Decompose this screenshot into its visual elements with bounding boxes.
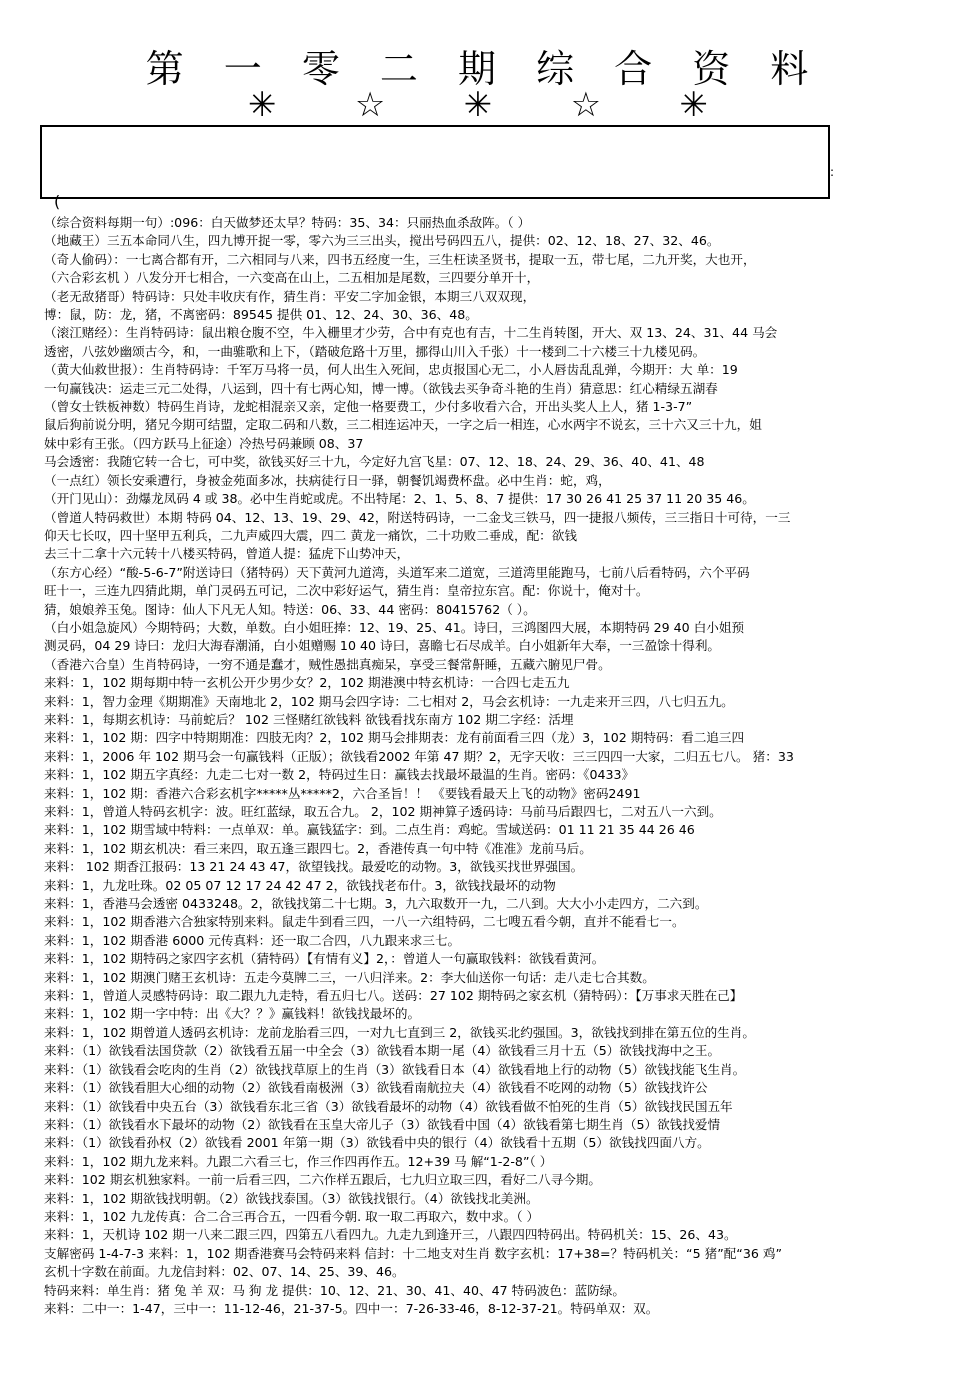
box-side-mark: : xyxy=(830,165,835,179)
text-line: （曾女士铁板神数）特码生肖诗，龙蛇相混亲又亲，定他一格要费工，少付多收看六合，开出头奖人上人，猪 1-3-7” xyxy=(44,399,693,415)
text-line: 来料：1，102 期曾道人透码玄机诗：龙前龙胎看三四，一对九七直到三 2，欲钱买北约强国。3，欲钱找到排在第五位的生肖。 xyxy=(44,1024,755,1040)
text-line: （地藏王）三五本命同八生，四九博开捉一零，零六为三三出头，搅出号码四五八，提供：02、12、18、27、32、46。 xyxy=(44,233,720,249)
text-line: （开门见山）：劲爆龙凤码 4 或 38。必中生肖蛇或虎。不出特尾：2、1、5、8、7 提供：17 30 26 41 25 37 11 20 35 46。 xyxy=(44,491,755,507)
star-icon: ☆ xyxy=(354,85,386,125)
text-line: （综合资料每期一句）:096：白天做梦还太早？特码：35、34：只丽热血杀敌阵。（ ） xyxy=(44,215,531,230)
text-line: （黄大仙救世报）：生肖特码诗：千军万马将一员，何人出生入死间，忠贞报国心无二，小人唇齿乱乱弹，今期开：大 单：19 xyxy=(44,362,738,378)
text-line: （香港六合皇）生肖特码诗，一穷不通是蠢才，贼性愚拙真痴呆，享受三餐常鼾睡，五藏六腑见尸骨。 xyxy=(44,656,611,672)
text-line: 鼠后狗前说分明，猪兄今期可结盟，定取二码和八数，三二相连运冲天，一字之后一相连，心水两宇不说玄，三十六又三十九，姐 xyxy=(44,417,762,433)
text-line: 来料：1，102 期特码之家四字玄机（猜特码）【有情有义】2，：曾道人一句赢取钱料：欲钱看黄河。 xyxy=(44,951,605,967)
text-line: 来料：（1）欲钱看法国贷款（2）欲钱看五届一中全会（3）欲钱看本期一尾（4）欲钱看三月十五（5）欲钱找海中之王。 xyxy=(44,1043,721,1059)
text-line: 来料：1，香港马会透密 0433248。2，欲钱找第二十七期。3，九六取数开一九，二八到。大大小小走四方，二六到。 xyxy=(44,896,708,912)
text-line: （曾道人特码救世）本期 特码 04、12、13、19、29、42，附送特码诗，一二金戈三铁马，四一捷报八频传，三三指日十可待，一三 xyxy=(44,509,791,525)
text-line: 来料：1，曾道人特码玄机字：波。旺红蓝绿，取五合九。 2，102 期神算子透码诗：马前马后跟四七，二对五八一六到。 xyxy=(44,804,722,819)
text-line: 去三十二拿十六元转十八楼买特码，曾道人提：猛虎下山势冲天， xyxy=(44,546,410,562)
text-line: 一句赢钱决：运走三元二处得，八运到，四十有七两心知，博一博。（欲钱去买争奇斗艳的生肖）猜意思：红心精绿五湖春 xyxy=(44,380,718,396)
text-line: 来料：1，102 九龙传真：合二合三再合五，一四看今朝. 取一取二再取六，数中求。（ ） xyxy=(44,1208,540,1224)
text-line: 支解密码 1-4-7-3 来料：1，102 期香港赛马会特码来料 信封：十二地支对生肖 数字玄机：17+38=？特码机关：“5 猪”配“36 鸡” xyxy=(44,1245,782,1261)
text-line: 博：鼠，防：龙，猪，不离密码：89545 提供 01、12、24、30、36、48。 xyxy=(44,307,478,323)
asterisk-icon: ✳ xyxy=(463,85,493,125)
text-line: 旺十一，三连九四猜此期，单门灵码五可记，二次中彩好运气，猜生肖：皇帝拉东宫。配：你说十，俺对十。 xyxy=(44,583,649,599)
asterisk-icon: ✳ xyxy=(248,85,277,125)
text-line: 来料：1，天机诗 102 期一八来二跟三四，四第五八看四九。九走九到逢开三，八跟四四特码出。特码机关：15、26、43。 xyxy=(44,1227,737,1243)
text-line: 来料：（1）欲钱看会吃肉的生肖（2）欲钱找草原上的生肖（3）欲钱看日本（4）欲钱看地上行的动物（5）欲钱找能飞生肖。 xyxy=(44,1061,746,1077)
text-line: 来料：1，102 期香港六合独家特别来料。鼠走牛到看三四，一八一六组特码，二七嗖五看今朝，直并不能看七一。 xyxy=(44,914,685,930)
text-line: 来料：1，102 期雪域中特料：一点单双：单。赢钱猛字：到。二点生肖：鸡蛇。雪域送码：01 11 21 35 44 26 46 xyxy=(44,822,695,838)
text-line: 来料：1，102 期每期中特一玄机公开少男少女？2，102 期港澳中特玄机诗：一合四七走五九 xyxy=(44,675,570,691)
text-line: 来料：1，每期玄机诗：马前蛇后？ 102 三怪赌红欲钱料 欲钱看找东南方 102 期二字经：活埋 xyxy=(44,711,574,727)
text-line: 来料：1，102 期香港 6000 元传真料：还一取二合四，八九跟来求三七。 xyxy=(44,932,461,948)
text-line: 来料：1，102 期九龙来料。九跟二六看三七，作三作四再作五。12+39 马 解“1-2-8”（ ） xyxy=(44,1153,553,1169)
open-paren: ( xyxy=(54,192,61,211)
text-line: 来料：（1）欲钱看中央五台（3）欲钱看东北三省（3）欲钱看最坏的动物（4）欲钱看做不怕死的生肖（5）欲钱找民国五年 xyxy=(44,1098,733,1114)
text-line: 仰天七长叹，四十坚甲五利兵，二九声威四大震，四二 黄龙一痛饮，二十功败二垂成，配：欲钱 xyxy=(44,527,577,543)
text-line: 来料：1，102 期欲钱找明朝。（2）欲钱找泰国。（3）欲钱找银行。（4）欲钱找北美洲。 xyxy=(44,1190,539,1206)
text-line: 来料：1，102 期澳门赌王玄机诗：五走今莫牌二三，一八归洋来。2：李大仙送你一句话：走八走七合其数。 xyxy=(44,969,655,985)
content-body xyxy=(44,214,934,1380)
text-line: 来料：（1）欲钱看胆大心细的动物（2）欲钱看南极洲（3）欲钱看南航拉夫（4）欲钱看不吃网的动物（5）欲钱找许公 xyxy=(44,1080,708,1096)
text-line: （白小姐急旋风）今期特码；大数，单数。白小姐旺捧：12、19、25、41。诗曰，三鸿图四大展，本期特码 29 40 白小姐预 xyxy=(44,619,745,635)
text-line: 玄机十字数在前面。九龙信封料：02、07、14、25、39、46。 xyxy=(44,1264,405,1280)
text-line: （六合彩玄机 ）八发分开七相合，一六变高在山上，二五相加是尾数，三四要分单开十， xyxy=(44,270,540,286)
text-line: （一点红）领长安乘遭行，身被金苑面多冰，扶病徒行日一驿，朝餐饥竭费杯盘。必中生肖：蛇，鸡， xyxy=(44,472,611,488)
text-line: 来料：1，九龙吐珠。02 05 07 12 17 24 42 47 2，欲钱找老布什。3，欲钱找最坏的动物 xyxy=(44,877,556,893)
text-line: 来料：1，102 期：四字中特期期准：四肢无肉？2，102 期马会排期表：龙有前面看三四（龙）3，102 期特码：看二追三四 xyxy=(44,730,745,746)
text-line: 猜，娘娘养玉兔。图诗：仙人下凡无人知。特送：06、33、44 密码：80415762（ ）。 xyxy=(44,601,536,617)
text-line: 来料：102 期玄机独家料。一前一后看三四，二六作样五跟后，七九归立取三四，看好二八寻今期。 xyxy=(44,1172,601,1188)
text-line: 来料： 102 期香江报码：13 21 24 43 47，欲望钱找。最爱吃的动物。3，欲钱买找世界强国。 xyxy=(44,859,584,875)
text-line: （老无敌猪哥）特码诗：只处丰收庆有作，猜生肖：平安二字加金银，本期三八双双现， xyxy=(44,288,536,304)
star-icon: ☆ xyxy=(570,85,602,125)
text-line: 来料：1，102 期：香港六合彩玄机字*****丛*****2，六合圣旨！！ 《要钱看最天上飞的动物》密码2491 xyxy=(44,785,641,801)
text-line: 来料：1，102 期一字中特：出《大？？》赢钱料！欲钱找最坏的。 xyxy=(44,1006,421,1022)
text-line: （东方心经）“酸-5-6-7”附送诗曰（猪特码）天下黄河九道湾，头道军来二道宽，三道湾里能跑马，七前八后看特码，六个平码 xyxy=(44,564,750,580)
text-line: 来料：1，2006 年 102 期马会一句赢钱料（正版）；欲钱看2002 年第 47 期？2，无字天收：三三四四一大家，二归五七八。 猪：33 xyxy=(44,748,794,764)
text-line: 妹中彩有王张。（四方跃马上征途）冷热号码兼顾 08、37 xyxy=(44,435,364,451)
text-line: 来料：1，曾道人灵感特码诗：取二跟九九走特，看五归七八。送码：27 102 期特码之家玄机（猜特码）：【万事求天胜在己】 xyxy=(44,988,743,1004)
text-line: 透密，八弦妙幽颂古今，和，一曲骓歌和上下，（踏破危路十万里，挪得山川入千张）十一楼到二十六楼三十九楼见码。 xyxy=(44,343,706,359)
star-row xyxy=(248,85,708,125)
text-line: 测灵码，04 29 诗曰：龙归大海春潮涌，白小姐赠赐 10 40 诗曰，喜瞻七石尽成羊。白小姐新年大奉，一三盈馀十得利。 xyxy=(44,638,721,654)
text-line: 来料：二中一：1-47，三中一：11-12-46，21-37-5。四中一：7-26-33-46，8-12-37-21。特码单双：双。 xyxy=(44,1300,659,1316)
text-line: （奇人偷码）：一七离合都有开，二六相同与八来，四书五经度一生，三生枉读圣贤书，提取一五，带七尾，二九开奖，大也开， xyxy=(44,251,756,267)
text-line: 来料：（1）欲钱看水下最坏的动物（2）欲钱看在玉皇大帝儿子（3）欲钱看中国（4）欲钱看第七期生肖（5）欲钱找爱情 xyxy=(44,1116,721,1132)
text-line: （滚江赌经）：生肖特码诗：鼠出粮仓腹不空，牛入栅里才少劳，合中有克也有吉，十二生肖转图，开大、双 13、24、31、44 马会 xyxy=(44,325,778,341)
text-line: 马会透密：我随它转一合七，可中奖，欲钱买好三十九，今定好九宫飞星：07、12、18、24、29、36、40、41、48 xyxy=(44,454,705,470)
text-line: 来料：1，智力金理《期期准》天南地北 2，102 期马会四字诗：二七相对 2，马会玄机诗：一九走来开三四，八七归五九。 xyxy=(44,693,734,709)
page-title: 第 一 零 二 期 综 合 资 料 xyxy=(145,47,823,91)
text-line: 来料：1，102 期五字真经：九走二七对一数 2，特码过生日：赢钱去找最坏最温的生肖。密码：《0433》 xyxy=(44,767,635,783)
text-line: 来料：1，102 期玄机决：看三来四，取五逢三跟四七。2，香港传真一句中特《准准》龙前马后。 xyxy=(44,840,592,856)
asterisk-icon: ✳ xyxy=(679,85,708,125)
blank-banner-box xyxy=(40,125,830,199)
text-line: 特码来料：单生肖：猪 兔 羊 双：马 狗 龙 提供：10、12、21、30、41、40、47 特码波色：蓝防绿。 xyxy=(44,1282,625,1298)
text-line: 来料：（1）欲钱看孙权（2）欲钱看 2001 年第一期（3）欲钱看中央的银行（4）欲钱看十五期（5）欲钱找四面八方。 xyxy=(44,1135,710,1151)
